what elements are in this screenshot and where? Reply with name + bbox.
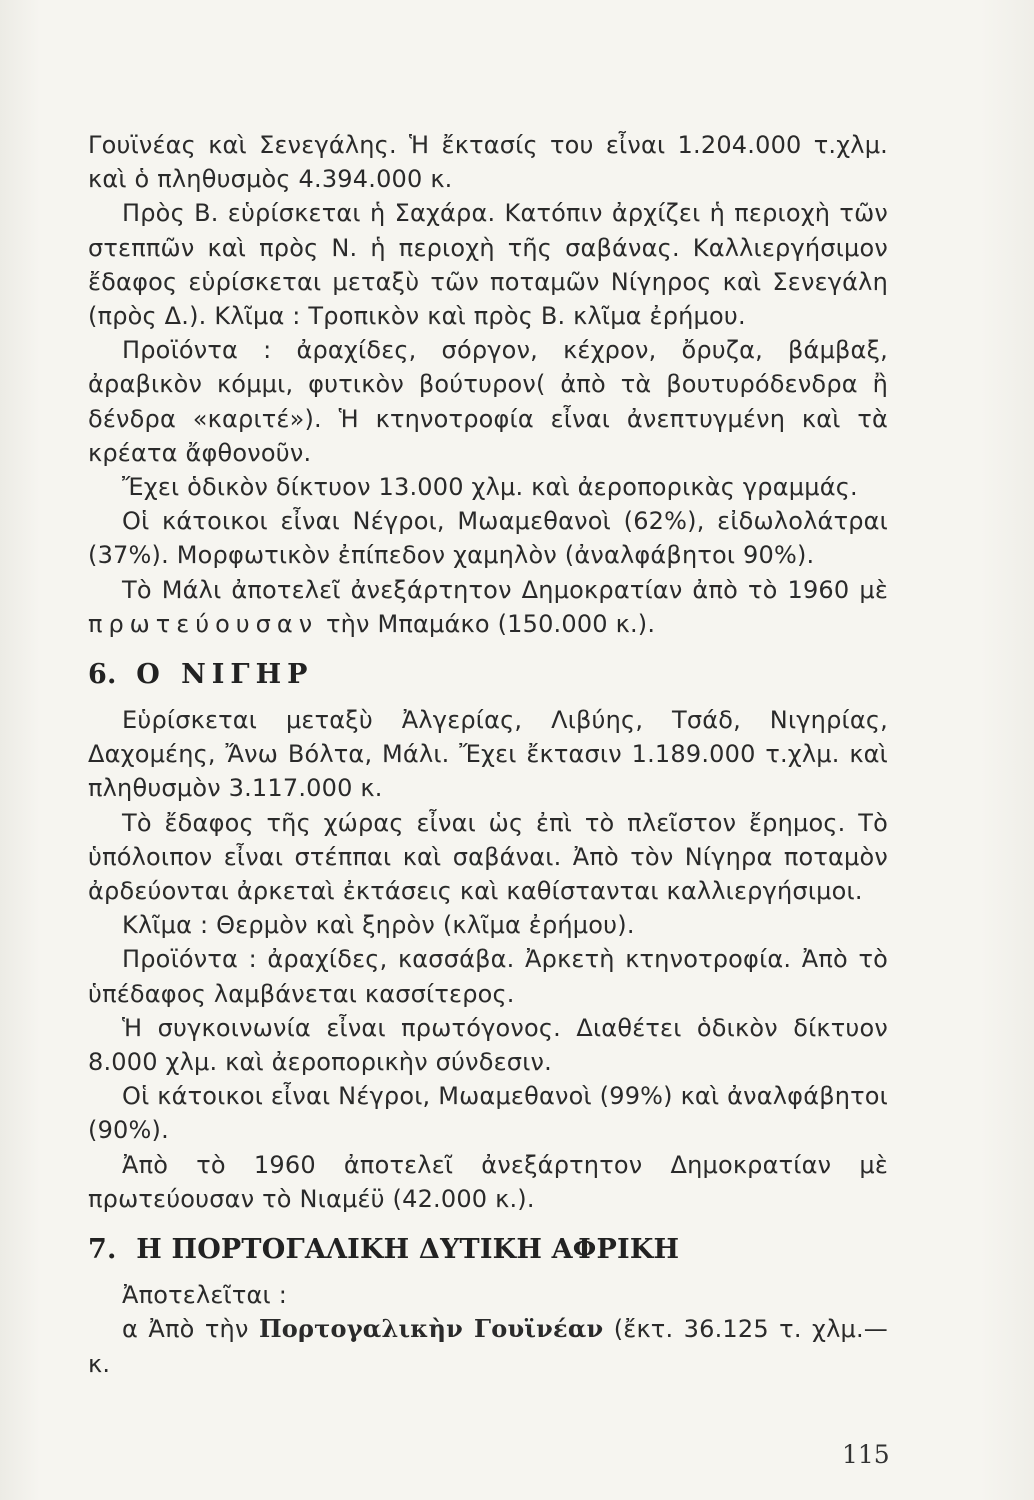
item-a-prefix: α Ἀπὸ τὴν — [122, 1315, 249, 1344]
mali-paragraph-geography: Πρὸς Β. εὑρίσκεται ἡ Σαχάρα. Κατόπιν ἀρχίζει ἡ περιοχὴ τῶν στεππῶν καὶ πρὸς Ν. ἡ περιοχὴ τῆς σαβάνας. Καλλιεργήσιμον ἔδαφος εὑρίσκεται μεταξὺ τῶν ποταμῶν Νίγηρος καὶ Σενεγάλη (πρὸς Δ.). Κλῖμα : Τροπικὸν καὶ πρὸς Β. κλῖμα ἐρήμου. — [88, 199, 888, 331]
section-6-number: 6. — [88, 659, 117, 691]
niger-paragraph-capital: Ἀπὸ τὸ 1960 ἀποτελεῖ ἀνεξάρτητον Δημοκρατίαν μὲ πρωτεύουσαν τὸ Νιαμέϋ (42.000 κ.). — [88, 1150, 888, 1213]
page-text — [88, 128, 888, 1381]
niger-paragraph-terrain: Τὸ ἔδαφος τῆς χώρας εἶναι ὡς ἐπὶ τὸ πλεῖστον ἔρημος. Τὸ ὑπόλοιπον εἶναι στέππαι καὶ σαβάναι. Ἀπὸ τὸν Νίγηρα ποταμὸν ἀρδεύονται ἀρκεταὶ ἐκτάσεις καὶ καθίστανται καλλιεργήσιμοι. — [88, 808, 888, 906]
section-6-heading — [88, 657, 888, 693]
mali-capital-text-end: τὴν Μπαμάκο (150.000 κ.). — [325, 609, 656, 638]
mali-paragraph-products: Προϊόντα : ἀραχίδες, σόργον, κέχρον, ὄρυζα, βάμβαξ, ἀραβικὸν κόμμι, φυτικὸν βούτυρον( ἀπὸ τὰ βουτυρόδενδρα ἢ δένδρα «καριτέ»). Ἡ κτηνοτροφία εἶναι ἀνεπτυγμένη καὶ τὰ κρέατα ἄφθονοῦν. — [88, 336, 888, 467]
niger-paragraph-population: Οἱ κάτοικοι εἶναι Νέγροι, Μωαμεθανοὶ (99%) καὶ ἀναλφάβητοι (90%). — [88, 1082, 888, 1145]
page-number: 115 — [842, 1440, 890, 1469]
portuguese-guinea-item — [88, 1312, 888, 1380]
niger-paragraph-products: Προϊόντα : ἀραχίδες, κασσάβα. Ἀρκετὴ κτηνοτροφία. Ἀπὸ τὸ ὑπέδαφος λαμβάνεται κασσίτερος. — [88, 945, 888, 1008]
niger-paragraph-climate: Κλῖμα : Θερμὸν καὶ ξηρὸν (κλῖμα ἐρήμου). — [122, 911, 635, 940]
section-7-title: Η ΠΟΡΤΟΓΑΛΙΚΗ ΔΥΤΙΚΗ ΑΦΡΙΚΗ — [136, 1234, 680, 1266]
mali-paragraph-roads: Ἔχει ὁδικὸν δίκτυον 13.000 χλμ. καὶ ἀεροπορικὰς γραμμάς. — [122, 473, 858, 502]
mali-paragraph-area: Γουϊνέας καὶ Σενεγάλης. Ἡ ἔκτασίς του εἶναι 1.204.000 τ.χλμ. καὶ ὁ πληθυσμὸς 4.394.000 κ. — [88, 131, 888, 194]
item-a-suffix: (ἔκτ. 36.125 τ. χλμ.— κ. — [88, 1315, 888, 1378]
niger-paragraph-transport: Ἡ συγκοινωνία εἶναι πρωτόγονος. Διαθέτει ὁδικὸν δίκτυον 8.000 χλμ. καὶ ἀεροπορικὴν σύνδεσιν. — [88, 1013, 888, 1077]
section-6-title: Ο ΝΙΓΗΡ — [136, 659, 314, 691]
item-a-bold-name: Πορτογαλικὴν Γουϊνέαν — [258, 1314, 604, 1344]
section-7-heading — [88, 1232, 888, 1268]
mali-capital-text-start: Τὸ Μάλι ἀποτελεῖ ἀνεξάρτητον Δημοκρατίαν ἀπὸ τὸ 1960 μὲ — [122, 575, 888, 604]
portuguese-africa-intro: Ἀποτελεῖται : — [122, 1281, 287, 1310]
mali-capital-spaced-word: πρωτεύουσαν — [88, 609, 319, 638]
section-7-number: 7. — [88, 1234, 117, 1266]
mali-paragraph-capital — [88, 573, 888, 641]
niger-paragraph-borders: Εὑρίσκεται μεταξὺ Ἀλγερίας, Λιβύης, Τσάδ, Νιγηρίας, Δαχομέης, Ἄνω Βόλτα, Μάλι. Ἔχει ἔκτασιν 1.189.000 τ.χλμ. καὶ πληθυσμὸν 3.117.000 κ. — [88, 706, 888, 803]
mali-paragraph-population: Οἱ κάτοικοι εἶναι Νέγροι, Μωαμεθανοὶ (62%), εἰδωλολάτραι (37%). Μορφωτικὸν ἐπίπεδον χαμηλὸν (ἀναλφάβητοι 90%). — [88, 507, 888, 570]
